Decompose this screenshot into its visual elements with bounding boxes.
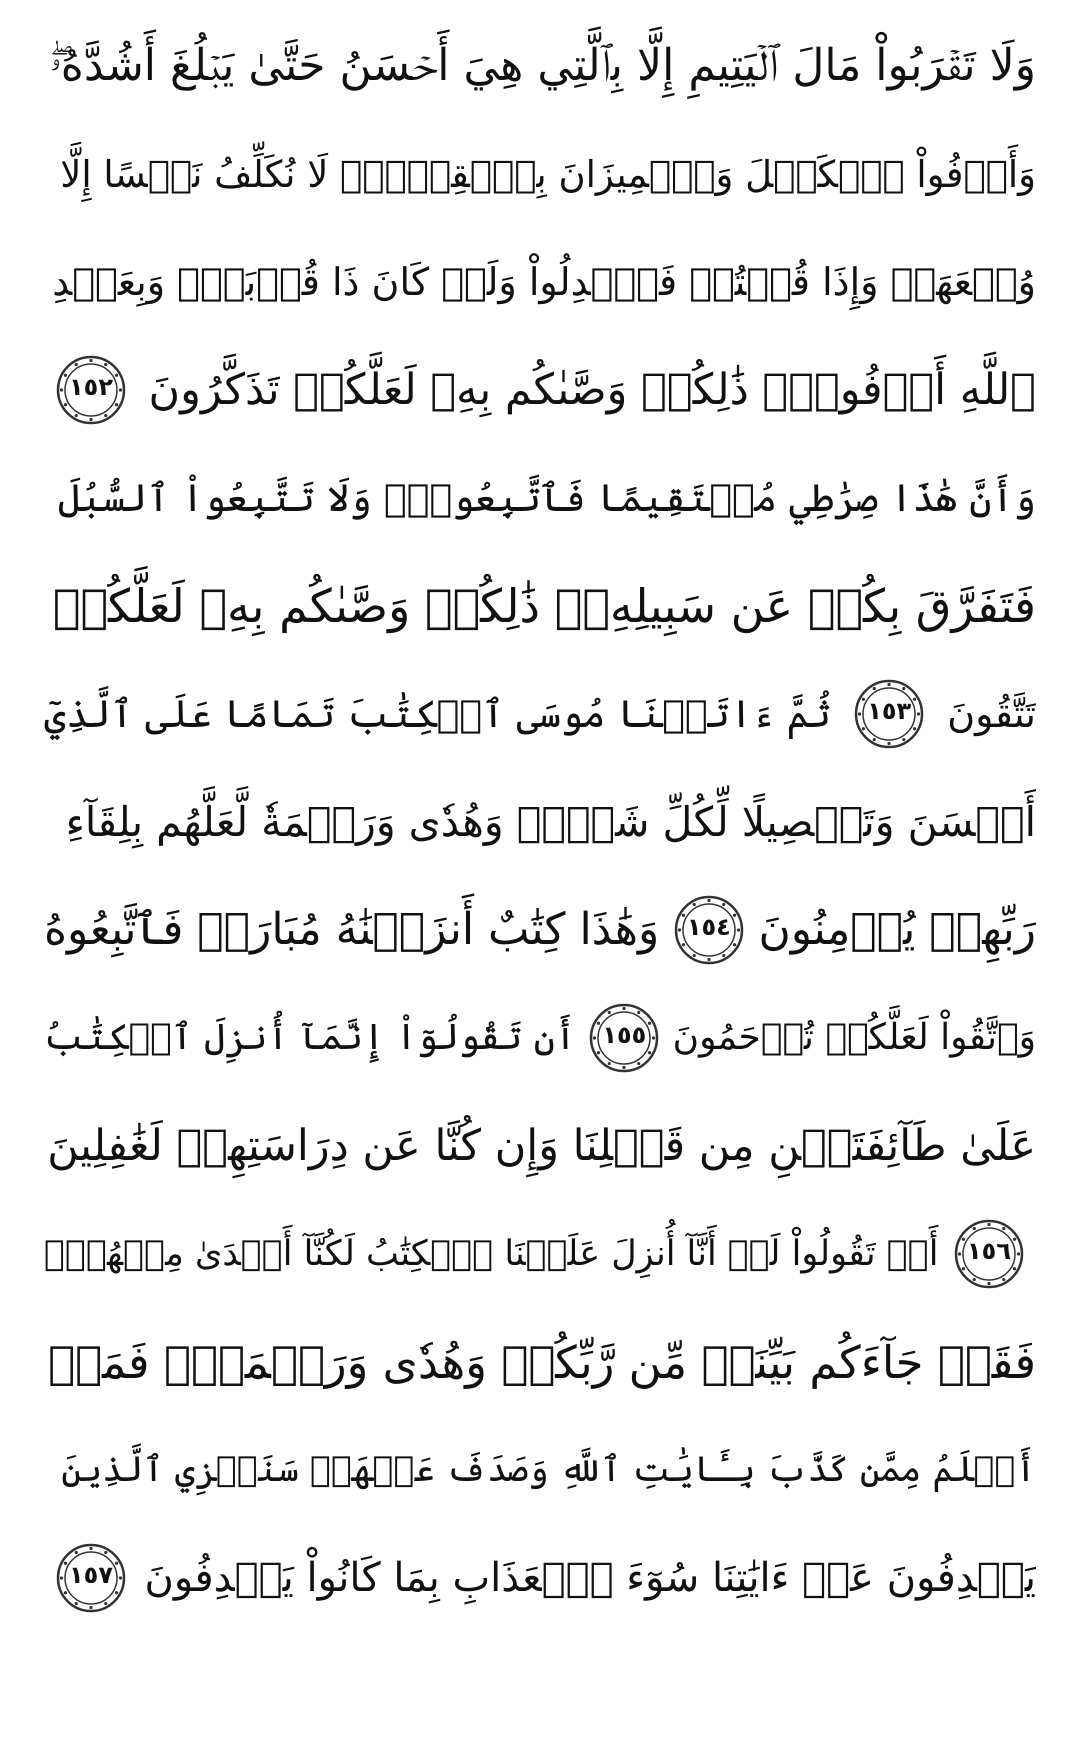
- verse-line: [44, 444, 1036, 552]
- verse-text: عَلَىٰ طَآئِفَتَيۡنِ مِن قَبۡلِنَا وَإِن كُنَّا عَن دِرَاسَتِهِمۡ لَغَٰفِلِينَ: [47, 1120, 1036, 1171]
- ayah-number: ١٥٣: [867, 697, 912, 725]
- verse-text: وُسۡعَهَاۖ وَإِذَا قُلۡتُمۡ فَٱعۡدِلُواْ وَلَوۡ كَانَ ذَا قُرۡبَىٰۖ وَبِعَهۡدِ: [52, 260, 1036, 304]
- verse-text: أَحۡسَنَ وَتَفۡصِيلًا لِّكُلِّ شَيۡءٖ وَهُدٗى وَرَحۡمَةٗ لَّعَلَّهُم بِلِقَآءِ: [65, 797, 1036, 846]
- verse-text: أَظۡلَمُ مِمَّن كَذَّبَ بِـَٔايَٰتِ ٱللَّهِ وَصَدَفَ عَنۡهَاۗ سَنَجۡزِي ٱلَّذِينَ: [61, 1449, 1036, 1490]
- verse-line: [44, 1200, 1036, 1308]
- ayah-number: ١٥٧: [69, 1561, 113, 1589]
- ayah-end-marker-icon: [54, 1541, 128, 1615]
- verse-line: [44, 228, 1036, 336]
- verse-line: [44, 1524, 1036, 1632]
- verse-text: وَأَنَّ هَٰذَا صِرَٰطِي مُسۡتَقِيمًا فَٱتَّبِعُوهُۖ وَلَا تَتَّبِعُواْ ٱلسُّبُلَ: [58, 476, 1036, 520]
- verse-line: [44, 1092, 1036, 1200]
- verse-line: [44, 552, 1036, 660]
- verse-text: وَٱتَّقُواْ لَعَلَّكُمۡ تُرۡحَمُونَ: [672, 1017, 1036, 1058]
- ayah-end-marker-icon: [952, 1217, 1026, 1291]
- verse-text: فَقَدۡ جَآءَكُم بَيِّنَةٞ مِّن رَّبِّكُمۡ وَهُدٗى وَرَحۡمَةٞۚ فَمَنۡ: [48, 1335, 1036, 1389]
- ayah-number: ١٥٥: [602, 1021, 647, 1049]
- verse-text: يَصۡدِفُونَ عَنۡ ءَايَٰتِنَا سُوٓءَ ٱلۡعَذَابِ بِمَا كَانُواْ يَصۡدِفُونَ: [144, 1555, 1036, 1601]
- ayah-end-marker-icon: [672, 893, 746, 967]
- ayah-end-marker-icon: [54, 353, 128, 427]
- ayah-number: ١٥٢: [69, 373, 113, 401]
- verse-text: فَتَفَرَّقَ بِكُمۡ عَن سَبِيلِهِۦۚ ذَٰلِكُمۡ وَصَّىٰكُم بِهِۦ لَعَلَّكُمۡ: [52, 579, 1036, 633]
- ayah-number: ١٥٦: [967, 1237, 1011, 1265]
- verse-line: [44, 768, 1036, 876]
- verse-lines: [44, 0, 1036, 1747]
- verse-text: وَأَوۡفُواْ ٱلۡكَيۡلَ وَٱلۡمِيزَانَ بِٱلۡقِسۡطِۖ لَا نُكَلِّفُ نَفۡسًا إِلَّا: [60, 152, 1036, 196]
- verse-text: وَلَا تَقۡرَبُواْ مَالَ ٱلۡيَتِيمِ إِلَّا بِٱلَّتِي هِيَ أَحۡسَنُ حَتَّىٰ يَبۡلُغَ أَشُدَّهُۥۖ: [49, 40, 1036, 91]
- verse-text: رَبِّهِمۡ يُؤۡمِنُونَ: [758, 904, 1036, 955]
- verse-line: [44, 120, 1036, 228]
- verse-line: [44, 336, 1036, 444]
- ayah-number: ١٥٤: [686, 913, 731, 941]
- verse-line: [44, 12, 1036, 120]
- verse-text: أَن تَقُولُوٓاْ إِنَّمَآ أُنزِلَ ٱلۡكِتَٰبُ: [44, 1017, 576, 1058]
- verse-text: تَتَّقُونَ: [947, 692, 1036, 736]
- verse-text: ٱللَّهِ أَوۡفُواْۚ ذَٰلِكُمۡ وَصَّىٰكُم بِهِۦ لَعَلَّكُمۡ تَذَكَّرُونَ: [148, 364, 1036, 415]
- verse-line: [44, 1416, 1036, 1524]
- ayah-end-marker-icon: [852, 677, 926, 751]
- verse-line: [44, 1308, 1036, 1416]
- verse-text: أَوۡ تَقُولُواْ لَوۡ أَنَّآ أُنزِلَ عَلَيۡنَا ٱلۡكِتَٰبُ لَكُنَّآ أَهۡدَىٰ مِنۡهُمۡۚ: [44, 1233, 939, 1274]
- verse-line: [44, 660, 1036, 768]
- verse-text: وَهَٰذَا كِتَٰبٌ أَنزَلۡنَٰهُ مُبَارَكٞ فَٱتَّبِعُوهُ: [44, 904, 660, 955]
- verse-line: [44, 876, 1036, 984]
- verse-text: ثُمَّ ءَاتَيۡنَا مُوسَى ٱلۡكِتَٰبَ تَمَامًا عَلَى ٱلَّذِيٓ: [44, 692, 832, 736]
- verse-line: [44, 984, 1036, 1092]
- ayah-end-marker-icon: [587, 1001, 661, 1075]
